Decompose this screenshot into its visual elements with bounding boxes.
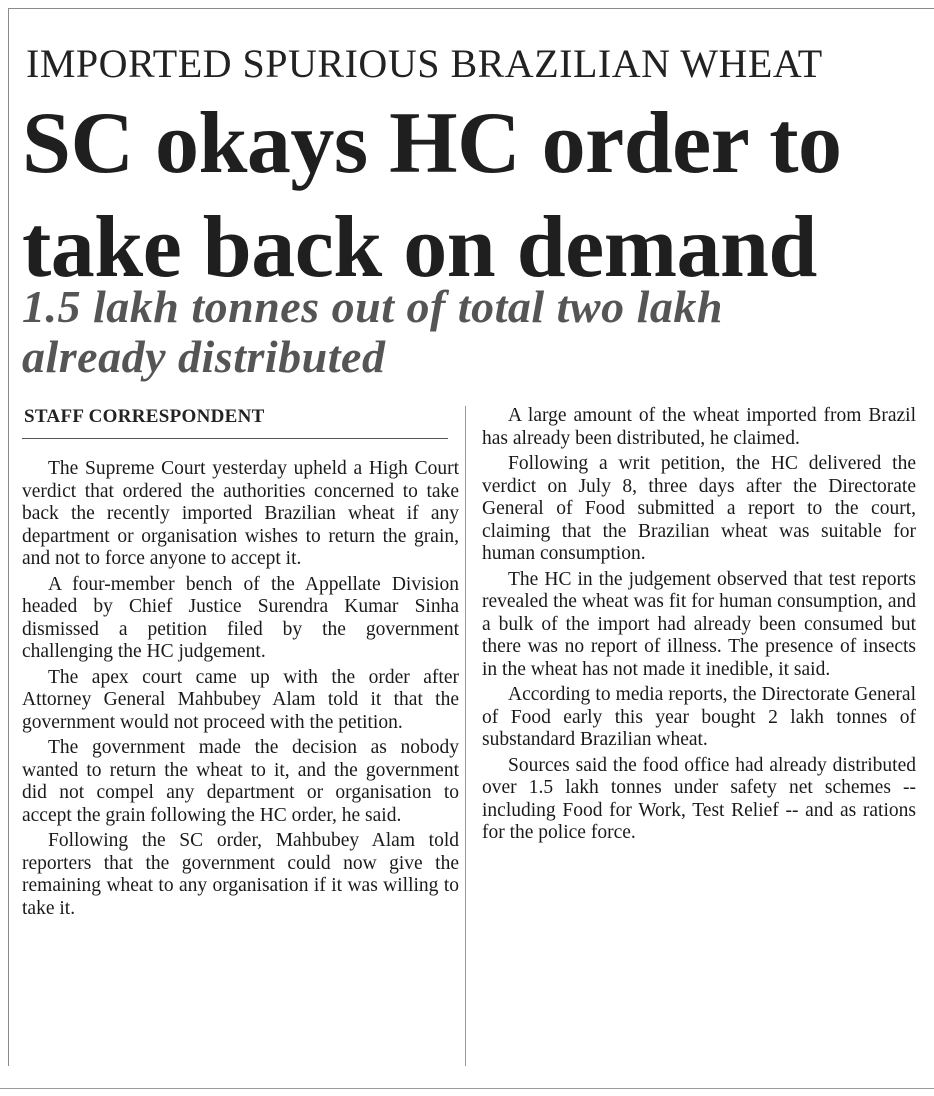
paragraph: The HC in the judgement observed that test reports revealed the wheat was fit for human consumption, and a bulk of the import had already been consumed but there was no report of illness. The presence of insects in the wheat has not made it inedible, it said. [482, 568, 916, 680]
headline [22, 92, 927, 300]
paragraph: Sources said the food office had already distributed over 1.5 lakh tonnes under safety net schemes -- including Food for Work, Test Relief -- and as rations for the police force. [482, 754, 916, 843]
frame-left-rule [8, 8, 9, 1066]
frame-bottom-rule [0, 1088, 934, 1089]
paragraph: Following a writ petition, the HC delivered the verdict on July 8, three days after the Directorate General of Food submitted a report to the court, claiming that the Brazilian wheat was suitable for human consumption. [482, 453, 916, 564]
deck-line-2: already distributed [22, 331, 386, 382]
headline-line-2: take back on demand [22, 199, 817, 296]
paragraph: The apex court came up with the order after Attorney General Mahbubey Alam told it that the government would not proceed with the petition. [22, 666, 459, 733]
paragraph: The government made the decision as nobody wanted to return the wheat to it, and the government did not compel any department or organisation to accept the grain following the HC order, he said. [22, 737, 459, 826]
paragraph: The Supreme Court yesterday upheld a High Court verdict that ordered the authorities concerned to take back the recently imported Brazilian wheat if any department or organisation wishes to return the grain, and not to force anyone to accept it. [22, 458, 459, 569]
deck [22, 282, 927, 382]
paragraph: A large amount of the wheat imported from Brazil has already been distributed, he claimed. [482, 405, 916, 449]
paragraph: A four-member bench of the Appellate Division headed by Chief Justice Surendra Kumar Sinha dismissed a petition filed by the government challenging the HC judgement. [22, 573, 459, 662]
paragraph: Following the SC order, Mahbubey Alam told reporters that the government could now give the remaining wheat to any organisation if it was willing to take it. [22, 830, 459, 919]
column-right [482, 405, 916, 845]
kicker: IMPORTED SPURIOUS BRAZILIAN WHEAT [26, 41, 823, 86]
deck-line-1: 1.5 lakh tonnes out of total two lakh [22, 281, 723, 332]
column-left [22, 458, 459, 920]
byline-rule [22, 438, 448, 439]
frame-top-rule [8, 8, 934, 9]
byline: STAFF CORRESPONDENT [24, 406, 265, 427]
column-divider [465, 406, 466, 1066]
headline-line-1: SC okays HC order to [22, 95, 842, 192]
paragraph: According to media reports, the Directorate General of Food early this year bought 2 lakh tonnes of substandard Brazilian wheat. [482, 684, 916, 750]
